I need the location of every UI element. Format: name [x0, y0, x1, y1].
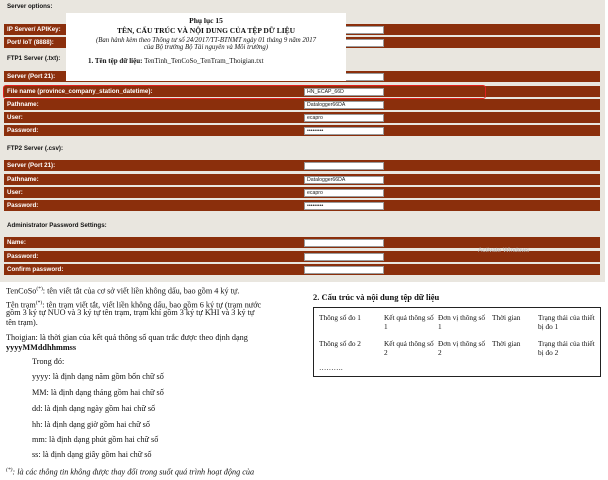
ftp1-password-label: Password:	[7, 126, 39, 134]
doc-line-12: mm: là định dạng phút gồm hai chữ số	[32, 435, 159, 444]
ftp2-server-label: Server (Port 21):	[7, 161, 56, 169]
server-options-heading: Server options:	[7, 3, 53, 10]
ftp2-user-row	[4, 187, 600, 198]
appendix-title: Phụ lục 15	[189, 16, 223, 25]
ftp1-pathname-row	[4, 99, 600, 110]
appendix-overlay	[66, 13, 346, 81]
r1-time: Thời gian	[492, 313, 521, 322]
admin-password-label: Password:	[7, 252, 39, 260]
ftp1-user-input[interactable]: ecapro	[304, 114, 384, 122]
doc-line-10: dd: là định dạng ngày gồm hai chữ số	[32, 404, 156, 413]
doc-line-13: ss: là định dạng giây gồm hai chữ số	[32, 450, 152, 459]
r1-status: Trạng thái của thiết bị đo 1	[538, 313, 595, 331]
confirm-password-row	[4, 264, 600, 275]
confirm-password-label: Confirm password:	[7, 265, 64, 273]
footnote-marker: (*)	[35, 300, 43, 306]
ftp1-password-row	[4, 125, 600, 136]
ftp2-password-label: Password:	[7, 201, 39, 209]
r2-status: Trạng thái của thiết bị đo 2	[538, 339, 595, 357]
table-ellipsis: ……….	[319, 363, 343, 372]
ftp2-heading: FTP2 Server (.csv):	[7, 145, 64, 152]
admin-password-input[interactable]	[304, 253, 384, 261]
doc-line-3: gồm 3 ký tự NUO và 3 ký tự tên trạm, trạm khí gồm 3 ký tự KHI và 3 ký tự	[6, 308, 255, 317]
ftp2-password-row	[4, 200, 600, 211]
ftp2-password-input[interactable]: •••••••••	[304, 202, 384, 210]
admin-name-input[interactable]	[304, 239, 384, 247]
file-name-input[interactable]: HN_ECAP_66D	[304, 88, 384, 96]
r1-unit: Đơn vị thông số 1	[438, 313, 486, 331]
ftp2-user-input[interactable]: ecapro	[304, 189, 384, 197]
ftp2-server-input[interactable]	[304, 162, 384, 170]
footnote-marker: (*)	[6, 467, 13, 473]
appendix-subtitle-1: (Ban hành kèm theo Thông tư số 24/2017/TT-BTNMT ngày 01 tháng 9 năm 2017	[95, 37, 316, 44]
ftp1-user-row	[4, 112, 600, 123]
footnote-marker: (*)	[36, 286, 43, 292]
ip-server-label: IP Server/ APIKey:	[7, 25, 61, 33]
doc-line-4: tên trạm).	[6, 318, 38, 327]
r1-result: Kết quả thông số 1	[384, 313, 434, 331]
r2-result: Kết quả thông số 2	[384, 339, 434, 357]
structure-heading: 2. Cấu trúc và nội dung tệp dữ liệu	[313, 292, 440, 302]
doc-line-9: MM: là định dạng tháng gồm hai chữ số	[32, 388, 164, 397]
ftp2-pathname-input[interactable]: Datalogger66DA	[304, 176, 384, 184]
admin-heading: Administrator Password Settings:	[7, 222, 107, 229]
port-label: Port/ IoT (8888):	[7, 38, 54, 46]
appendix-subtitle-2: của Bộ trưởng Bộ Tài nguyên và Môi trường)	[143, 44, 269, 51]
r2-unit: Đơn vị thông số 2	[438, 339, 486, 357]
ftp1-heading: FTP1 Server (.txt):	[7, 55, 61, 62]
structure-table	[313, 307, 601, 377]
admin-name-label: Name:	[7, 238, 26, 246]
r2-param: Thông số đo 2	[319, 339, 361, 348]
doc-line-7: Trong đó:	[32, 357, 65, 366]
ftp2-pathname-row	[4, 174, 600, 185]
ftp1-pathname-label: Pathname:	[7, 100, 39, 108]
activate-windows-watermark: Activate Windows	[478, 247, 530, 254]
doc-line-14: (*): là các thông tin không được thay đổi trong suốt quá trình hoạt động của	[6, 467, 255, 477]
r2-time: Thời gian	[492, 339, 521, 348]
file-name-format: TenTinh_TenCoSo_TenTram_Thoigian.txt	[144, 57, 264, 65]
ftp1-server-label: Server (Port 21):	[7, 72, 56, 80]
ftp2-user-label: User:	[7, 188, 23, 196]
file-name-format-line	[66, 57, 346, 65]
file-name-heading: 1. Tên tệp dữ liệu:	[88, 57, 143, 65]
ftp2-pathname-label: Pathname:	[7, 175, 39, 183]
confirm-password-input[interactable]	[304, 266, 384, 274]
file-name-highlight	[3, 85, 486, 99]
doc-line-6: yyyyMMddhhmmss	[6, 343, 77, 352]
file-name-label: File name (province_company_station_datetime):	[7, 87, 153, 95]
ftp1-pathname-input[interactable]: Datalogger66DA	[304, 101, 384, 109]
ftp2-server-row	[4, 160, 600, 171]
ftp1-user-label: User:	[7, 113, 23, 121]
appendix-heading: TÊN, CẤU TRÚC VÀ NỘI DUNG CỦA TỆP DỮ LIỆU	[116, 26, 296, 35]
doc-line-1: TenCoSo(*): tên viết tắt của cơ sở viết liền không dấu, bao gồm 4 ký tự.	[6, 286, 240, 296]
doc-line-11: hh: là định dạng giờ gồm hai chữ số	[32, 420, 150, 429]
doc-line-2: Tên trạm(*): tên trạm viết tắt, viết liền không dấu, bao gồm 6 ký tự (trạm nước	[6, 300, 262, 310]
doc-line-5: Thoigian: là thời gian của kết quả thông số quan trắc được theo định dạng	[6, 333, 248, 342]
r1-param: Thông số đo 1	[319, 313, 361, 322]
ftp1-password-input[interactable]: •••••••••	[304, 127, 384, 135]
doc-line-8: yyyy: là định dạng năm gồm bốn chữ số	[32, 372, 164, 381]
